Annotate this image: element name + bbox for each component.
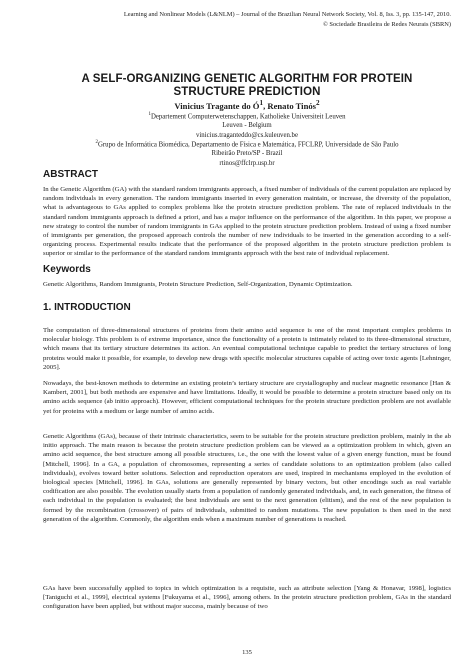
title-line-1: A SELF-ORGANIZING GENETIC ALGORITHM FOR PROTEIN [81,73,413,85]
abstract-heading: ABSTRACT [43,169,98,180]
affiliation-2 [43,138,451,168]
affiliation-1-city: Leuven - Belgium [222,122,272,130]
author-2-mark: 2 [316,99,320,107]
author-separator: , [263,100,268,111]
affiliation-2-email: rtinos@ffclrp.usp.br [219,159,275,167]
affiliation-2-mark: 2 [95,140,98,145]
author-2: Renato Tinós [267,100,316,111]
journal-header [43,10,451,29]
affiliation-2-name: Grupo de Informática Biomédica, Departamento de Física e Matemática, FFCLRP, Universidade de São Paulo [98,141,399,149]
affiliation-1 [43,110,451,140]
introduction-paragraph-3: Genetic Algorithms (GAs), because of their intrinsic characteristics, seem to be suitable for the protein structure prediction problem, mainly in the ab initio approach. The main reason is because the protein structure prediction problem can be viewed as a optimization problem in which, given an amino acid sequence, the best structure among all possible structures, i.e., the one with the lowest value of a given energy function, must be found [Mitchell, 1996]. In a GA, a population of chromosomes, representing a series of candidate solutions to an optimization problem (also called individuals), evolves toward better solutions. Selection and reproduction operators are used, inspired in mechanisms employed in the evolution of biological species [Mitchell, 1996]. In GAs, solutions are generally represented by binary vectors, but other encodings such as real variable codification are also possible. The evolution usually starts from a population of randomly generated individuals, and, in each generation, the fitness of each individual in the population is evaluated; the best individuals are sent to the next generation (elitism), and the rest of the new population is formed by the recombination (crossover) of pairs of individuals, submitted to random mutations. The new population is then used in the next generation of the algorithm. Commonly, the algorithm ends when a maximum number of generations is reached. [43,433,451,523]
introduction-paragraph-1: The computation of three-dimensional structures of proteins from their amino acid sequence is one of the most important complex problems in molecular biology. This problem is of extreme importance, since the functionality of a protein is intimately related to its three-dimensional structure, which means that its tertiary structure determines its action. An eventual computational technique capable to predict the tertiary structures of long proteins would make it possible, for example, to develop new drugs with specific molecular structures capable of acting over toxic agents [Lehninger, 2005]. [43,327,451,371]
copyright-line: © Sociedade Brasileira de Redes Neurais (SBRN) [322,20,451,28]
title-line-2: STRUCTURE PREDICTION [173,86,321,98]
author-1: Vinicius Tragante do Ó [174,100,260,111]
keywords-text: Genetic Algorithms, Random Immigrants, Protein Structure Prediction, Self-Organization, Dynamic Optimization. [43,281,353,288]
paper-title [43,73,451,99]
affiliation-1-name: Departement Computerwetenschappen, Katholieke Universiteit Leuven [150,113,346,121]
page-number: 135 [242,649,252,656]
affiliation-1-email: vinicius.traganteddo@cs.kuleuven.be [196,131,298,139]
introduction-paragraph-4: GAs have been successfully applied to topics in which optimization is a requisite, such as attribute selection [Yang & Honavar, 1998], logistics [Taniguchi et al., 1999], electrical systems [Fukuyama et al., 1996], among others. In the protein structure prediction problem, GAs in the standard configuration have been applied, but without major success, mainly because of two [43,585,451,611]
affiliation-2-city: Ribeirão Preto/SP - Brazil [211,150,283,158]
journal-citation: Learning and Nonlinear Models (L&NLM) – Journal of the Brazilian Neural Network Society, Vol. 8, Iss. 3, pp. 135-147, 2010. [123,11,451,18]
introduction-heading: 1. INTRODUCTION [43,302,131,313]
introduction-paragraph-2: Nowadays, the best-known methods to determine an existing protein’s tertiary structure are crystallography and nuclear magnetic resonance [Han & Kambert, 2001], but both methods are expensive and have limitations. Ideally, it would be possible to determine a protein structure based only on its amino acids sequence (ab initio approach). However, efficient computational techniques for the protein structure prediction problem are not available yet for proteins with a medium or large number of amino acids. [43,380,451,415]
author-1-mark: 1 [259,99,264,107]
keywords-heading: Keywords [43,264,91,275]
abstract-text: In the Genetic Algorithm (GA) with the standard random immigrants approach, a fixed number of individuals of the current population are replaced by random individuals in every generation. The random immigrants inserted in every generation maintain, or increase, the diversity of the population, what is advantageous to GAs applied to complex problems like the protein structure prediction problem. The rate of replaced individuals in the standard random immigrants approach is defined a priori, and has a major influence on the performance of the algorithm. In this paper, we propose a new strategy to control the number of random immigrants in GAs applied to the protein structure prediction problem. Instead of using a fixed number of immigrants per generation, the proposed approach controls the number of new individuals to be inserted in the generation according to a self-organizing process. Experimental results indicate that the performance of the proposed algorithm in the protein structure prediction problem is superior or similar to the performance of the standard random immigrants approach with the best rate of individual replacement. [43,186,451,258]
affiliation-1-mark: 1 [148,112,151,117]
